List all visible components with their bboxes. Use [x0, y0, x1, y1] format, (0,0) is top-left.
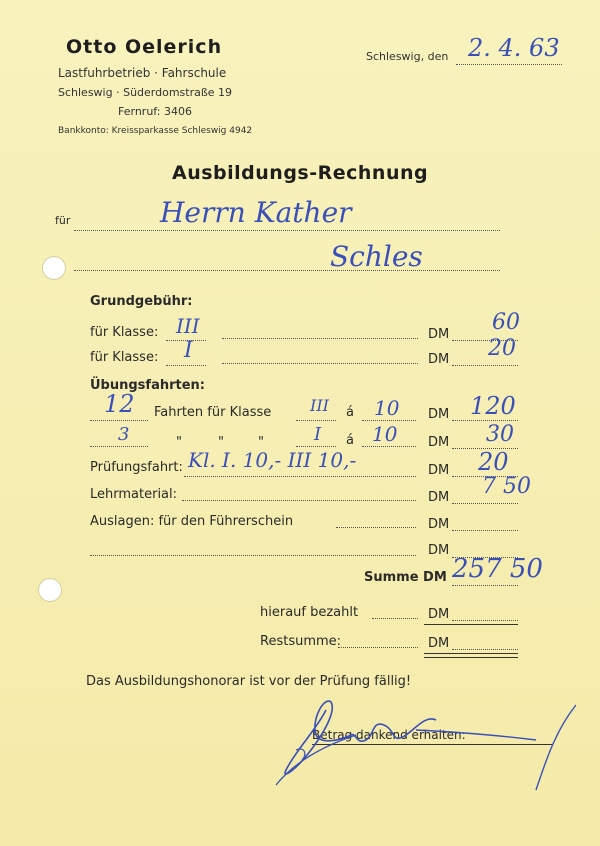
punch-hole-top	[42, 256, 66, 280]
practice-row-1-count-line	[90, 420, 148, 421]
practice-row-1-at: á	[346, 405, 354, 420]
recipient-line-2	[74, 270, 500, 271]
practice-row-2-class-line	[296, 446, 336, 447]
paid-leader	[372, 618, 418, 619]
invoice-date: 2. 4. 63	[468, 34, 560, 62]
blank-row-line	[90, 555, 416, 556]
material-amount-line	[452, 503, 518, 504]
practice-row-2-class: I	[314, 424, 322, 445]
practice-row-2-rate-line	[362, 446, 416, 447]
practice-row-2-count-line	[90, 446, 148, 447]
expenses-currency: DM	[428, 517, 450, 532]
recipient-name: Herrn Kather	[160, 196, 352, 229]
practice-row-2-at: á	[346, 433, 354, 448]
punch-hole-bottom	[38, 578, 62, 602]
recipient-label: für	[55, 214, 71, 227]
sum-amount-line	[452, 585, 518, 586]
rest-rule-2	[424, 657, 518, 658]
exam-amount: 20	[478, 448, 509, 476]
practice-row-1-text: Fahrten für Klasse	[154, 405, 272, 420]
exam-currency: DM	[428, 463, 450, 478]
paid-label: hierauf bezahlt	[260, 605, 359, 620]
date-line	[456, 64, 562, 65]
basic-fee-row-1-currency: DM	[428, 327, 450, 342]
basic-fee-row-1-label: für Klasse:	[90, 325, 159, 340]
practice-row-1-amount-line	[452, 420, 518, 421]
payment-note: Das Ausbildungshonorar ist vor der Prüfung fällig!	[86, 674, 412, 689]
practice-row-1-count: 12	[104, 390, 135, 418]
exam-detail-line	[184, 476, 416, 477]
company-phone: Fernruf: 3406	[118, 105, 192, 118]
paid-amount-line	[452, 620, 518, 621]
exam-detail: Kl. I. 10,- III 10,-	[188, 448, 357, 472]
practice-heading: Übungsfahrten:	[90, 378, 205, 393]
basic-fee-heading: Grundgebühr:	[90, 294, 193, 309]
rest-currency: DM	[428, 636, 450, 651]
signature-image	[256, 690, 576, 800]
expenses-amount-line	[452, 530, 518, 531]
material-label: Lehrmaterial:	[90, 487, 178, 502]
basic-fee-row-1-leader	[222, 338, 418, 339]
sum-label: Summe DM	[364, 570, 447, 585]
basic-fee-row-2-label: für Klasse:	[90, 350, 159, 365]
practice-row-1-class: III	[310, 396, 329, 415]
practice-row-1-amount: 120	[470, 392, 516, 420]
receipt-label: Betrag dankend erhalten:	[312, 728, 466, 742]
basic-fee-row-2-class: I	[184, 338, 193, 363]
practice-row-2-count: 3	[118, 424, 130, 445]
rest-label: Restsumme:	[260, 634, 342, 649]
paid-rule	[424, 624, 518, 625]
practice-row-2-ditto-1: "	[176, 435, 182, 450]
practice-row-2-ditto-3: "	[258, 435, 264, 450]
practice-row-2-currency: DM	[428, 435, 450, 450]
company-bank: Bankkonto: Kreissparkasse Schleswig 4942	[58, 126, 253, 136]
place-date-label: Schleswig, den	[366, 50, 449, 63]
basic-fee-row-2-class-line	[166, 365, 206, 366]
material-leader	[182, 500, 416, 501]
practice-row-2-amount: 30	[486, 422, 514, 447]
practice-row-2-ditto-2: "	[218, 435, 224, 450]
practice-row-1-class-line	[296, 420, 336, 421]
exam-label: Prüfungsfahrt:	[90, 460, 183, 475]
basic-fee-row-1-class: III	[176, 314, 200, 338]
company-business: Lastfuhrbetrieb · Fahrschule	[58, 66, 227, 80]
rest-amount-line	[452, 649, 518, 650]
sum-amount: 257 50	[452, 554, 543, 584]
expenses-label: Auslagen: für den Führerschein	[90, 514, 294, 529]
basic-fee-row-2-amount: 20	[488, 336, 516, 361]
practice-row-1-rate-line	[362, 420, 416, 421]
rest-leader	[338, 647, 418, 648]
paid-currency: DM	[428, 607, 450, 622]
practice-row-1-currency: DM	[428, 407, 450, 422]
company-name: Otto Oelerich	[66, 36, 223, 58]
expenses-leader	[336, 527, 416, 528]
basic-fee-row-2-currency: DM	[428, 352, 450, 367]
basic-fee-row-2-amount-line	[452, 365, 518, 366]
material-amount: 7 50	[482, 474, 531, 499]
company-address: Schleswig · Süderdomstraße 19	[58, 86, 233, 99]
basic-fee-row-2-leader	[222, 363, 418, 364]
recipient-place: Schles	[330, 240, 423, 273]
rest-rule-1	[424, 653, 518, 654]
invoice-title: Ausbildungs-Rechnung	[172, 162, 429, 184]
blank-row-currency: DM	[428, 543, 450, 558]
material-currency: DM	[428, 490, 450, 505]
basic-fee-row-1-amount: 60	[492, 310, 520, 335]
practice-row-1-rate: 10	[374, 396, 400, 420]
practice-row-2-rate: 10	[372, 422, 398, 446]
recipient-line-1	[74, 230, 500, 231]
